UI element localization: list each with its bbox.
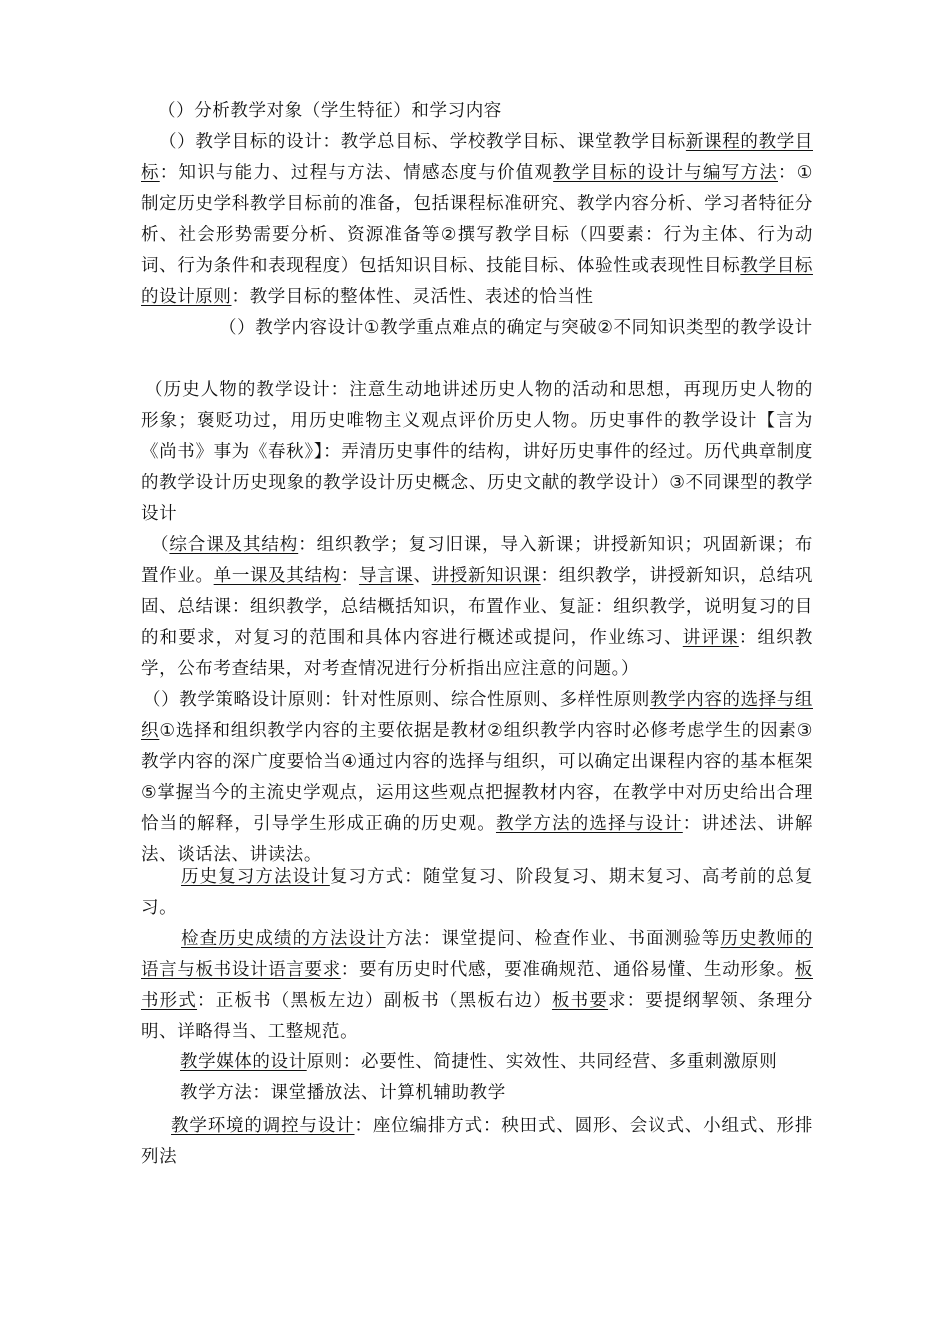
underlined-heading: 教学媒体的设计 <box>180 1052 307 1072</box>
paragraph-teaching-objectives <box>141 127 813 313</box>
text: ：教学目标的整体性、灵活性、表述的恰当性 <box>231 287 594 307</box>
underlined-heading: 讲授新知识课 <box>431 566 541 586</box>
underlined-heading: 新课程的教学目标 <box>141 132 813 183</box>
text: ：讲述法、讲解法、谈话法、讲读法。 <box>141 814 813 865</box>
text: ：要有历史时代感，要准确规范、通俗易懂、生动形象。 <box>340 960 795 980</box>
text: ：知识与能力、过程与方法、情感态度与价值观 <box>159 163 554 183</box>
text: ：组织教学，公布考查结果，对考查情况进行分析指出应注意的问题。） <box>141 628 813 679</box>
underlined-heading: 单一课及其结构 <box>213 566 341 586</box>
paragraph-assessment <box>141 924 813 1048</box>
paragraph-lesson-types <box>141 530 813 685</box>
underlined-heading: 教学目标的设计与编写方法 <box>553 163 778 183</box>
text: 、 <box>413 566 432 586</box>
underlined-heading: 教学内容的选择与组织 <box>141 690 813 741</box>
underlined-heading: 历史教师的语言与板书设计语言要求 <box>141 929 813 980</box>
underlined-heading: 板书要 <box>552 991 609 1011</box>
underlined-heading: 导言课 <box>358 566 414 586</box>
text: ：正板书（黑板左边）副板书（黑板右边） <box>197 991 552 1011</box>
paragraph-environment <box>141 1111 813 1173</box>
underlined-heading: 教学方法的选择与设计 <box>495 814 683 834</box>
paragraph-content-design: （）教学内容设计①教学重点难点的确定与突破②不同知识类型的教学设计 <box>219 318 813 338</box>
text: ： <box>340 566 359 586</box>
text: ：组织教学；复习旧课，导入新课；讲授新知识；巩固新课；布置作业。 <box>141 535 813 586</box>
text: 原则：必要性、简捷性、实效性、共同经营、多重刺激原则 <box>306 1052 778 1072</box>
paragraph-media <box>180 1047 820 1078</box>
text: ：座位编排方式：秧田式、圆形、会议式、小组式、形排列法 <box>141 1116 813 1167</box>
text: （）教学策略设计原则：针对性原则、综合性原则、多样性原则 <box>143 690 651 710</box>
text: 方法：课堂提问、检查作业、书面测验等 <box>385 929 721 949</box>
text: ①选择和组织教学内容的主要依据是教材②组织教学内容时必修考虑学生的因素③教学内容的深广度要恰当④通过内容的选择与组织，可以确定出课程内容的基本框架⑤掌握当今的主流史学观点，运用这些观点把握教材内容，在教学中对历史给出合理恰当的解释，引导学生形成正确的历史观。 <box>141 721 813 834</box>
text: 复习方式：随堂复习、阶段复习、期末复习、高考前的总复习。 <box>141 867 813 918</box>
paragraph-strategy <box>141 685 813 871</box>
underlined-heading: 教学目标的设计原则 <box>141 256 813 307</box>
underlined-heading: 检查历史成绩的方法设计 <box>181 929 386 949</box>
paragraph-history-figures: （历史人物的教学设计：注意生动地讲述历史人物的活动和思想，再现历史人物的形象；褒贬功过，用历史唯物主义观点评价历史人物。历史事件的教学设计【言为《尚书》事为《春秋》】：弄清历史事件的结构，讲好历史事件的经过。历代典章制度的教学设计历史现象的教学设计历史概念、历史文献的教学设计）③不同课型的教学设计 <box>141 380 813 524</box>
text: （）教学目标的设计：教学总目标、学校教学目标、课堂教学目标 <box>159 132 686 152</box>
underlined-heading: 历史复习方法设计 <box>181 867 330 887</box>
underlined-heading: 综合课及其结构 <box>169 535 299 555</box>
underlined-heading: 教学环境的调控与设计 <box>171 1116 355 1136</box>
text: 求：要提纲挈领、条理分明、详略得当、工整规范。 <box>141 991 813 1042</box>
paragraph-analysis: （）分析教学对象（学生特征）和学习内容 <box>158 101 502 121</box>
text: （ <box>151 535 170 555</box>
paragraph-review <box>141 862 813 924</box>
text: ：组织教学，讲授新知识，总结巩固、总结课：组织教学，总结概括知识，布置作业、复証：组织教学，说明复习的目的和要求，对复习的范围和具体内容进行概述或提问，作业练习、 <box>141 566 813 648</box>
underlined-heading: 板书形式 <box>141 960 813 1011</box>
text: ：① 制定历史学科教学目标前的准备，包括课程标准研究、教学内容分析、学习者特征分析、社会形势需要分析、资源准备等②撰写教学目标（四要素：行为主体、行为动词、行为条件和表现程度）包括知识目标、技能目标、体验性或表现性目标 <box>141 163 813 276</box>
paragraph-methods: 教学方法：课堂播放法、计算机辅助教学 <box>180 1083 506 1103</box>
underlined-heading: 讲评课 <box>682 628 739 648</box>
